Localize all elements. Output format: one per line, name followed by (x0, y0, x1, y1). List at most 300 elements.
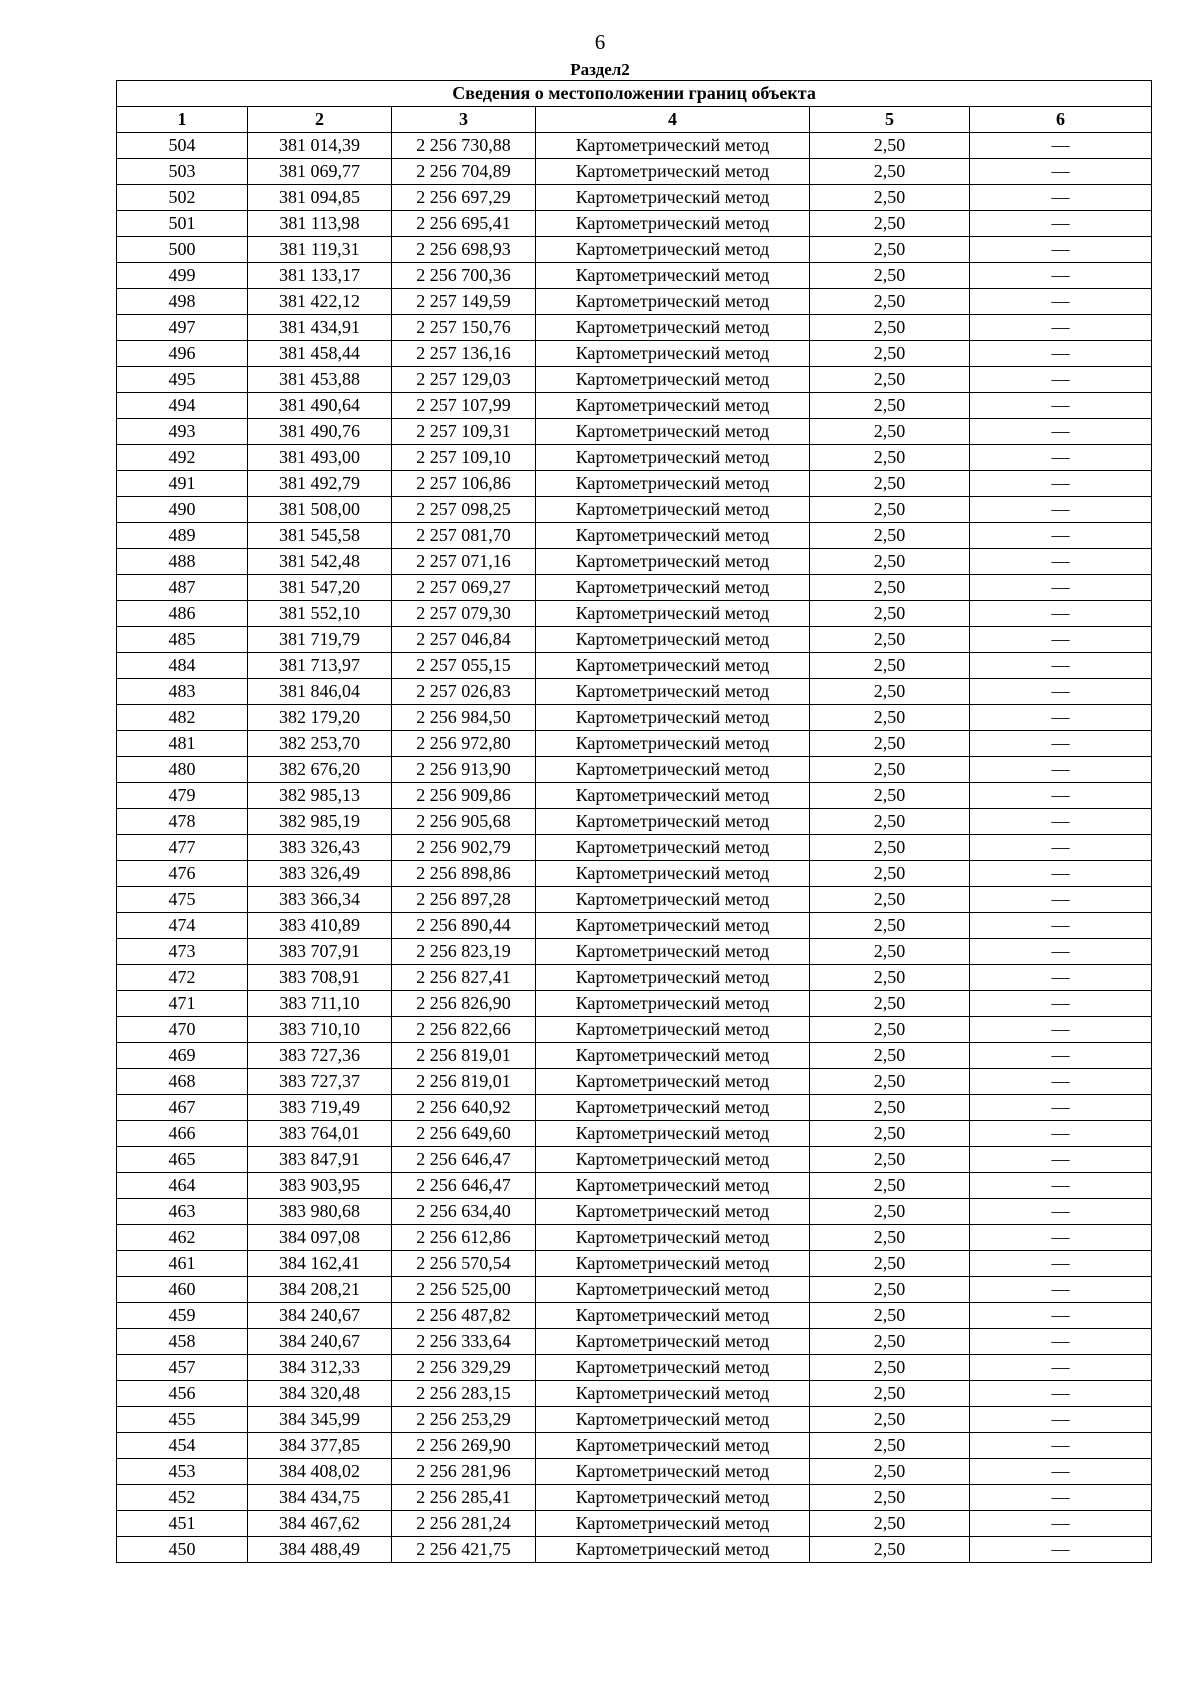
accuracy-cell: 2,50 (810, 185, 970, 211)
table-row (117, 1355, 1152, 1381)
accuracy-cell: 2,50 (810, 1017, 970, 1043)
accuracy-cell: 2,50 (810, 991, 970, 1017)
table-row (117, 1433, 1152, 1459)
table-title: Сведения о местоположении границ объекта (117, 81, 1152, 107)
method-cell: Картометрический метод (536, 263, 810, 289)
description-cell: — (970, 263, 1152, 289)
table-row (117, 1225, 1152, 1251)
accuracy-cell: 2,50 (810, 1095, 970, 1121)
description-cell: — (970, 627, 1152, 653)
description-cell: — (970, 1303, 1152, 1329)
method-cell: Картометрический метод (536, 835, 810, 861)
accuracy-cell: 2,50 (810, 783, 970, 809)
description-cell: — (970, 211, 1152, 237)
y-coordinate-cell: 2 256 913,90 (392, 757, 536, 783)
accuracy-cell: 2,50 (810, 1251, 970, 1277)
description-cell: — (970, 159, 1152, 185)
y-coordinate-cell: 2 256 898,86 (392, 861, 536, 887)
table-row (117, 1069, 1152, 1095)
table-row (117, 991, 1152, 1017)
description-cell: — (970, 575, 1152, 601)
method-cell: Картометрический метод (536, 1251, 810, 1277)
y-coordinate-cell: 2 256 730,88 (392, 133, 536, 159)
point-number-cell: 478 (117, 809, 248, 835)
accuracy-cell: 2,50 (810, 1069, 970, 1095)
table-row (117, 133, 1152, 159)
y-coordinate-cell: 2 257 055,15 (392, 653, 536, 679)
method-cell: Картометрический метод (536, 731, 810, 757)
y-coordinate-cell: 2 256 640,92 (392, 1095, 536, 1121)
description-cell: — (970, 965, 1152, 991)
description-cell: — (970, 549, 1152, 575)
y-coordinate-cell: 2 256 283,15 (392, 1381, 536, 1407)
accuracy-cell: 2,50 (810, 1485, 970, 1511)
description-cell: — (970, 1511, 1152, 1537)
x-coordinate-cell: 384 312,33 (248, 1355, 392, 1381)
point-number-cell: 465 (117, 1147, 248, 1173)
y-coordinate-cell: 2 256 972,80 (392, 731, 536, 757)
table-row (117, 627, 1152, 653)
accuracy-cell: 2,50 (810, 939, 970, 965)
point-number-cell: 489 (117, 523, 248, 549)
description-cell: — (970, 315, 1152, 341)
y-coordinate-cell: 2 256 698,93 (392, 237, 536, 263)
point-number-cell: 484 (117, 653, 248, 679)
x-coordinate-cell: 384 488,49 (248, 1537, 392, 1563)
accuracy-cell: 2,50 (810, 263, 970, 289)
x-coordinate-cell: 383 710,10 (248, 1017, 392, 1043)
x-coordinate-cell: 383 903,95 (248, 1173, 392, 1199)
point-number-cell: 456 (117, 1381, 248, 1407)
x-coordinate-cell: 384 345,99 (248, 1407, 392, 1433)
method-cell: Картометрический метод (536, 1017, 810, 1043)
description-cell: — (970, 523, 1152, 549)
method-cell: Картометрический метод (536, 367, 810, 393)
point-number-cell: 503 (117, 159, 248, 185)
description-cell: — (970, 1147, 1152, 1173)
y-coordinate-cell: 2 256 646,47 (392, 1147, 536, 1173)
description-cell: — (970, 601, 1152, 627)
point-number-cell: 471 (117, 991, 248, 1017)
point-number-cell: 451 (117, 1511, 248, 1537)
table-row (117, 367, 1152, 393)
description-cell: — (970, 1069, 1152, 1095)
method-cell: Картометрический метод (536, 1147, 810, 1173)
x-coordinate-cell: 383 708,91 (248, 965, 392, 991)
table-row (117, 315, 1152, 341)
table-row (117, 1121, 1152, 1147)
description-cell: — (970, 887, 1152, 913)
table-row (117, 705, 1152, 731)
method-cell: Картометрический метод (536, 315, 810, 341)
point-number-cell: 473 (117, 939, 248, 965)
point-number-cell: 498 (117, 289, 248, 315)
point-number-cell: 450 (117, 1537, 248, 1563)
table-row (117, 965, 1152, 991)
point-number-cell: 491 (117, 471, 248, 497)
x-coordinate-cell: 384 467,62 (248, 1511, 392, 1537)
table-row (117, 913, 1152, 939)
x-coordinate-cell: 381 434,91 (248, 315, 392, 341)
method-cell: Картометрический метод (536, 211, 810, 237)
description-cell: — (970, 1277, 1152, 1303)
point-number-cell: 458 (117, 1329, 248, 1355)
y-coordinate-cell: 2 257 136,16 (392, 341, 536, 367)
point-number-cell: 459 (117, 1303, 248, 1329)
x-coordinate-cell: 382 985,19 (248, 809, 392, 835)
method-cell: Картометрический метод (536, 1329, 810, 1355)
method-cell: Картометрический метод (536, 1121, 810, 1147)
x-coordinate-cell: 383 326,43 (248, 835, 392, 861)
y-coordinate-cell: 2 256 285,41 (392, 1485, 536, 1511)
description-cell: — (970, 1173, 1152, 1199)
y-coordinate-cell: 2 257 107,99 (392, 393, 536, 419)
y-coordinate-cell: 2 256 281,24 (392, 1511, 536, 1537)
x-coordinate-cell: 383 764,01 (248, 1121, 392, 1147)
description-cell: — (970, 1225, 1152, 1251)
x-coordinate-cell: 383 326,49 (248, 861, 392, 887)
point-number-cell: 490 (117, 497, 248, 523)
point-number-cell: 464 (117, 1173, 248, 1199)
table-row (117, 1511, 1152, 1537)
accuracy-cell: 2,50 (810, 601, 970, 627)
method-cell: Картометрический метод (536, 861, 810, 887)
y-coordinate-cell: 2 256 819,01 (392, 1043, 536, 1069)
x-coordinate-cell: 384 377,85 (248, 1433, 392, 1459)
description-cell: — (970, 393, 1152, 419)
point-number-cell: 468 (117, 1069, 248, 1095)
point-number-cell: 486 (117, 601, 248, 627)
x-coordinate-cell: 381 422,12 (248, 289, 392, 315)
y-coordinate-cell: 2 256 329,29 (392, 1355, 536, 1381)
table-row (117, 185, 1152, 211)
point-number-cell: 474 (117, 913, 248, 939)
description-cell: — (970, 341, 1152, 367)
y-coordinate-cell: 2 257 081,70 (392, 523, 536, 549)
table-row (117, 1095, 1152, 1121)
description-cell: — (970, 835, 1152, 861)
x-coordinate-cell: 381 458,44 (248, 341, 392, 367)
table-row (117, 809, 1152, 835)
method-cell: Картометрический метод (536, 1485, 810, 1511)
y-coordinate-cell: 2 257 098,25 (392, 497, 536, 523)
accuracy-cell: 2,50 (810, 679, 970, 705)
y-coordinate-cell: 2 256 827,41 (392, 965, 536, 991)
accuracy-cell: 2,50 (810, 627, 970, 653)
accuracy-cell: 2,50 (810, 1121, 970, 1147)
accuracy-cell: 2,50 (810, 549, 970, 575)
table-row (117, 1251, 1152, 1277)
x-coordinate-cell: 381 014,39 (248, 133, 392, 159)
accuracy-cell: 2,50 (810, 653, 970, 679)
table-row (117, 783, 1152, 809)
table-row (117, 419, 1152, 445)
y-coordinate-cell: 2 256 905,68 (392, 809, 536, 835)
accuracy-cell: 2,50 (810, 1147, 970, 1173)
description-cell: — (970, 1017, 1152, 1043)
accuracy-cell: 2,50 (810, 887, 970, 913)
point-number-cell: 502 (117, 185, 248, 211)
accuracy-cell: 2,50 (810, 393, 970, 419)
point-number-cell: 457 (117, 1355, 248, 1381)
point-number-cell: 482 (117, 705, 248, 731)
x-coordinate-cell: 384 240,67 (248, 1329, 392, 1355)
method-cell: Картометрический метод (536, 341, 810, 367)
y-coordinate-cell: 2 256 612,86 (392, 1225, 536, 1251)
description-cell: — (970, 1485, 1152, 1511)
x-coordinate-cell: 384 320,48 (248, 1381, 392, 1407)
method-cell: Картометрический метод (536, 887, 810, 913)
accuracy-cell: 2,50 (810, 471, 970, 497)
accuracy-cell: 2,50 (810, 965, 970, 991)
table-row (117, 861, 1152, 887)
method-cell: Картометрический метод (536, 1303, 810, 1329)
y-coordinate-cell: 2 256 646,47 (392, 1173, 536, 1199)
y-coordinate-cell: 2 257 069,27 (392, 575, 536, 601)
y-coordinate-cell: 2 257 079,30 (392, 601, 536, 627)
y-coordinate-cell: 2 256 269,90 (392, 1433, 536, 1459)
point-number-cell: 499 (117, 263, 248, 289)
accuracy-cell: 2,50 (810, 1225, 970, 1251)
point-number-cell: 496 (117, 341, 248, 367)
point-number-cell: 488 (117, 549, 248, 575)
y-coordinate-cell: 2 256 909,86 (392, 783, 536, 809)
x-coordinate-cell: 381 119,31 (248, 237, 392, 263)
column-number-row (117, 107, 1152, 133)
accuracy-cell: 2,50 (810, 809, 970, 835)
column-header: 6 (970, 107, 1152, 133)
column-header: 4 (536, 107, 810, 133)
accuracy-cell: 2,50 (810, 341, 970, 367)
y-coordinate-cell: 2 256 819,01 (392, 1069, 536, 1095)
table-body (117, 133, 1152, 1563)
y-coordinate-cell: 2 256 421,75 (392, 1537, 536, 1563)
table-row (117, 1277, 1152, 1303)
description-cell: — (970, 471, 1152, 497)
description-cell: — (970, 1407, 1152, 1433)
x-coordinate-cell: 383 719,49 (248, 1095, 392, 1121)
description-cell: — (970, 679, 1152, 705)
y-coordinate-cell: 2 256 822,66 (392, 1017, 536, 1043)
description-cell: — (970, 1329, 1152, 1355)
table-row (117, 211, 1152, 237)
accuracy-cell: 2,50 (810, 289, 970, 315)
method-cell: Картометрический метод (536, 1537, 810, 1563)
method-cell: Картометрический метод (536, 523, 810, 549)
y-coordinate-cell: 2 256 695,41 (392, 211, 536, 237)
y-coordinate-cell: 2 257 071,16 (392, 549, 536, 575)
method-cell: Картометрический метод (536, 1407, 810, 1433)
table-row (117, 939, 1152, 965)
x-coordinate-cell: 381 552,10 (248, 601, 392, 627)
table-row (117, 653, 1152, 679)
x-coordinate-cell: 383 727,36 (248, 1043, 392, 1069)
table-row (117, 1043, 1152, 1069)
method-cell: Картометрический метод (536, 549, 810, 575)
x-coordinate-cell: 381 490,64 (248, 393, 392, 419)
method-cell: Картометрический метод (536, 913, 810, 939)
method-cell: Картометрический метод (536, 237, 810, 263)
method-cell: Картометрический метод (536, 1511, 810, 1537)
method-cell: Картометрический метод (536, 419, 810, 445)
x-coordinate-cell: 381 133,17 (248, 263, 392, 289)
x-coordinate-cell: 384 408,02 (248, 1459, 392, 1485)
table-row (117, 341, 1152, 367)
x-coordinate-cell: 384 208,21 (248, 1277, 392, 1303)
point-number-cell: 454 (117, 1433, 248, 1459)
method-cell: Картометрический метод (536, 497, 810, 523)
accuracy-cell: 2,50 (810, 835, 970, 861)
description-cell: — (970, 783, 1152, 809)
description-cell: — (970, 861, 1152, 887)
y-coordinate-cell: 2 256 984,50 (392, 705, 536, 731)
method-cell: Картометрический метод (536, 627, 810, 653)
x-coordinate-cell: 383 410,89 (248, 913, 392, 939)
page-number: 6 (594, 30, 606, 54)
table-row (117, 445, 1152, 471)
point-number-cell: 500 (117, 237, 248, 263)
x-coordinate-cell: 382 985,13 (248, 783, 392, 809)
point-number-cell: 483 (117, 679, 248, 705)
table-row (117, 471, 1152, 497)
method-cell: Картометрический метод (536, 575, 810, 601)
table-row (117, 159, 1152, 185)
point-number-cell: 463 (117, 1199, 248, 1225)
accuracy-cell: 2,50 (810, 1043, 970, 1069)
column-header: 1 (117, 107, 248, 133)
method-cell: Картометрический метод (536, 783, 810, 809)
point-number-cell: 504 (117, 133, 248, 159)
x-coordinate-cell: 384 162,41 (248, 1251, 392, 1277)
accuracy-cell: 2,50 (810, 211, 970, 237)
point-number-cell: 476 (117, 861, 248, 887)
x-coordinate-cell: 381 069,77 (248, 159, 392, 185)
accuracy-cell: 2,50 (810, 705, 970, 731)
description-cell: — (970, 1095, 1152, 1121)
accuracy-cell: 2,50 (810, 159, 970, 185)
point-number-cell: 472 (117, 965, 248, 991)
description-cell: — (970, 445, 1152, 471)
description-cell: — (970, 1381, 1152, 1407)
x-coordinate-cell: 381 490,76 (248, 419, 392, 445)
y-coordinate-cell: 2 256 902,79 (392, 835, 536, 861)
point-number-cell: 469 (117, 1043, 248, 1069)
y-coordinate-cell: 2 257 150,76 (392, 315, 536, 341)
description-cell: — (970, 731, 1152, 757)
y-coordinate-cell: 2 256 570,54 (392, 1251, 536, 1277)
column-header: 3 (392, 107, 536, 133)
point-number-cell: 487 (117, 575, 248, 601)
y-coordinate-cell: 2 256 525,00 (392, 1277, 536, 1303)
y-coordinate-cell: 2 256 697,29 (392, 185, 536, 211)
y-coordinate-cell: 2 257 026,83 (392, 679, 536, 705)
y-coordinate-cell: 2 256 826,90 (392, 991, 536, 1017)
table-row (117, 1017, 1152, 1043)
accuracy-cell: 2,50 (810, 1199, 970, 1225)
y-coordinate-cell: 2 256 700,36 (392, 263, 536, 289)
method-cell: Картометрический метод (536, 1199, 810, 1225)
method-cell: Картометрический метод (536, 133, 810, 159)
table-row (117, 1147, 1152, 1173)
method-cell: Картометрический метод (536, 965, 810, 991)
description-cell: — (970, 237, 1152, 263)
accuracy-cell: 2,50 (810, 419, 970, 445)
description-cell: — (970, 653, 1152, 679)
method-cell: Картометрический метод (536, 601, 810, 627)
accuracy-cell: 2,50 (810, 731, 970, 757)
y-coordinate-cell: 2 256 897,28 (392, 887, 536, 913)
table-row (117, 1173, 1152, 1199)
table-row (117, 575, 1152, 601)
column-header: 2 (248, 107, 392, 133)
x-coordinate-cell: 381 846,04 (248, 679, 392, 705)
description-cell: — (970, 1043, 1152, 1069)
method-cell: Картометрический метод (536, 1043, 810, 1069)
accuracy-cell: 2,50 (810, 757, 970, 783)
accuracy-cell: 2,50 (810, 1433, 970, 1459)
table-row (117, 289, 1152, 315)
point-number-cell: 479 (117, 783, 248, 809)
description-cell: — (970, 133, 1152, 159)
accuracy-cell: 2,50 (810, 1407, 970, 1433)
y-coordinate-cell: 2 257 109,31 (392, 419, 536, 445)
method-cell: Картометрический метод (536, 1433, 810, 1459)
description-cell: — (970, 497, 1152, 523)
table-row (117, 887, 1152, 913)
section-label: Раздел2 (570, 60, 630, 79)
table-row (117, 1485, 1152, 1511)
x-coordinate-cell: 382 179,20 (248, 705, 392, 731)
x-coordinate-cell: 384 434,75 (248, 1485, 392, 1511)
method-cell: Картометрический метод (536, 679, 810, 705)
accuracy-cell: 2,50 (810, 237, 970, 263)
accuracy-cell: 2,50 (810, 1277, 970, 1303)
table-row (117, 601, 1152, 627)
x-coordinate-cell: 382 676,20 (248, 757, 392, 783)
y-coordinate-cell: 2 257 109,10 (392, 445, 536, 471)
description-cell: — (970, 705, 1152, 731)
method-cell: Картометрический метод (536, 991, 810, 1017)
method-cell: Картометрический метод (536, 1173, 810, 1199)
x-coordinate-cell: 384 097,08 (248, 1225, 392, 1251)
description-cell: — (970, 1459, 1152, 1485)
y-coordinate-cell: 2 256 704,89 (392, 159, 536, 185)
y-coordinate-cell: 2 256 253,29 (392, 1407, 536, 1433)
accuracy-cell: 2,50 (810, 575, 970, 601)
table-row (117, 1303, 1152, 1329)
accuracy-cell: 2,50 (810, 133, 970, 159)
point-number-cell: 460 (117, 1277, 248, 1303)
method-cell: Картометрический метод (536, 1095, 810, 1121)
method-cell: Картометрический метод (536, 757, 810, 783)
x-coordinate-cell: 381 719,79 (248, 627, 392, 653)
point-number-cell: 462 (117, 1225, 248, 1251)
table-row (117, 1407, 1152, 1433)
y-coordinate-cell: 2 257 129,03 (392, 367, 536, 393)
table-row (117, 1537, 1152, 1563)
point-number-cell: 470 (117, 1017, 248, 1043)
accuracy-cell: 2,50 (810, 1303, 970, 1329)
accuracy-cell: 2,50 (810, 1381, 970, 1407)
accuracy-cell: 2,50 (810, 445, 970, 471)
table-row (117, 1329, 1152, 1355)
point-number-cell: 452 (117, 1485, 248, 1511)
x-coordinate-cell: 383 847,91 (248, 1147, 392, 1173)
accuracy-cell: 2,50 (810, 1329, 970, 1355)
y-coordinate-cell: 2 256 634,40 (392, 1199, 536, 1225)
x-coordinate-cell: 381 545,58 (248, 523, 392, 549)
description-cell: — (970, 991, 1152, 1017)
